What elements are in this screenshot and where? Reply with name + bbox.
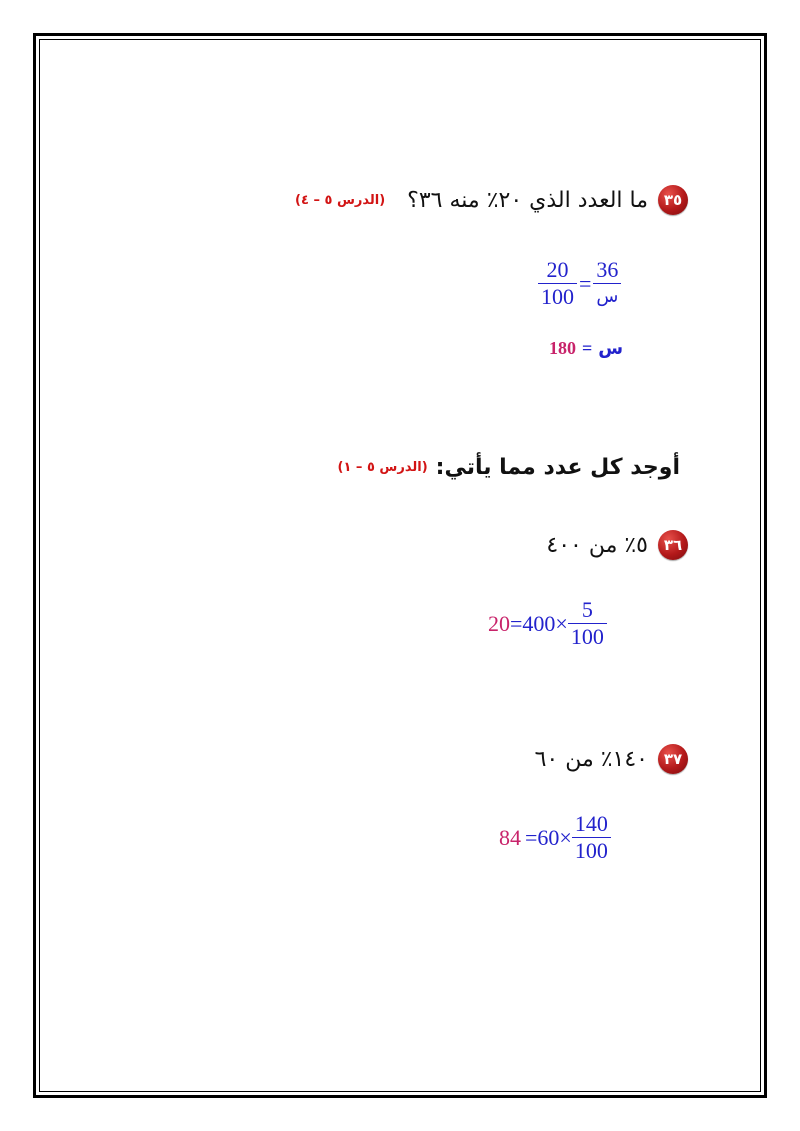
times-sign: ×: [555, 610, 568, 636]
question-37: [535, 744, 688, 774]
fraction-denominator: س: [596, 286, 619, 307]
lesson-reference: (الدرس ٥ – ٤): [295, 192, 386, 208]
fraction-denominator: 100: [541, 284, 574, 309]
answer-value: 20: [488, 610, 510, 636]
question-number-badge: ٣٦: [658, 530, 688, 560]
times-sign: ×: [559, 824, 572, 850]
fraction-denominator: 100: [574, 838, 608, 863]
solution-equation: [488, 598, 607, 649]
fraction-numerator: 20: [546, 257, 569, 282]
answer-value: 84: [499, 824, 521, 850]
question-text: ما العدد الذي ٢٠٪ منه ٣٦؟: [407, 187, 648, 213]
result-value: 180: [549, 338, 576, 358]
fraction-numerator: 5: [581, 597, 593, 622]
fraction-left: [538, 258, 577, 309]
multiplicand: 400: [522, 610, 556, 636]
question-number-badge: ٣٥: [658, 185, 688, 215]
fraction-denominator: 100: [570, 624, 604, 649]
solution-result: [549, 338, 623, 359]
section-heading-text: أوجد كل عدد مما يأتي:: [435, 455, 680, 480]
lesson-reference: (الدرس ٥ – ١): [337, 460, 428, 475]
result-variable: س: [598, 338, 624, 359]
equals-sign: =: [510, 610, 523, 636]
question-35: [295, 185, 688, 215]
fraction: [568, 598, 607, 649]
question-36: [546, 530, 688, 560]
question-text: ٥٪ من ٤٠٠: [546, 532, 648, 558]
proportion-equation: [538, 258, 621, 309]
equals-sign: =: [525, 824, 538, 850]
section-heading: [338, 455, 680, 480]
fraction-right: [593, 258, 621, 309]
equals-sign: =: [582, 338, 593, 358]
solution-equation: [499, 812, 611, 863]
fraction-numerator: 36: [596, 257, 619, 282]
equals-sign: =: [579, 270, 592, 296]
fraction: [572, 812, 611, 863]
multiplicand: 60: [537, 824, 560, 850]
fraction-numerator: 140: [574, 811, 608, 836]
question-number-badge: ٣٧: [658, 744, 688, 774]
question-text: ١٤٠٪ من ٦٠: [534, 746, 648, 772]
